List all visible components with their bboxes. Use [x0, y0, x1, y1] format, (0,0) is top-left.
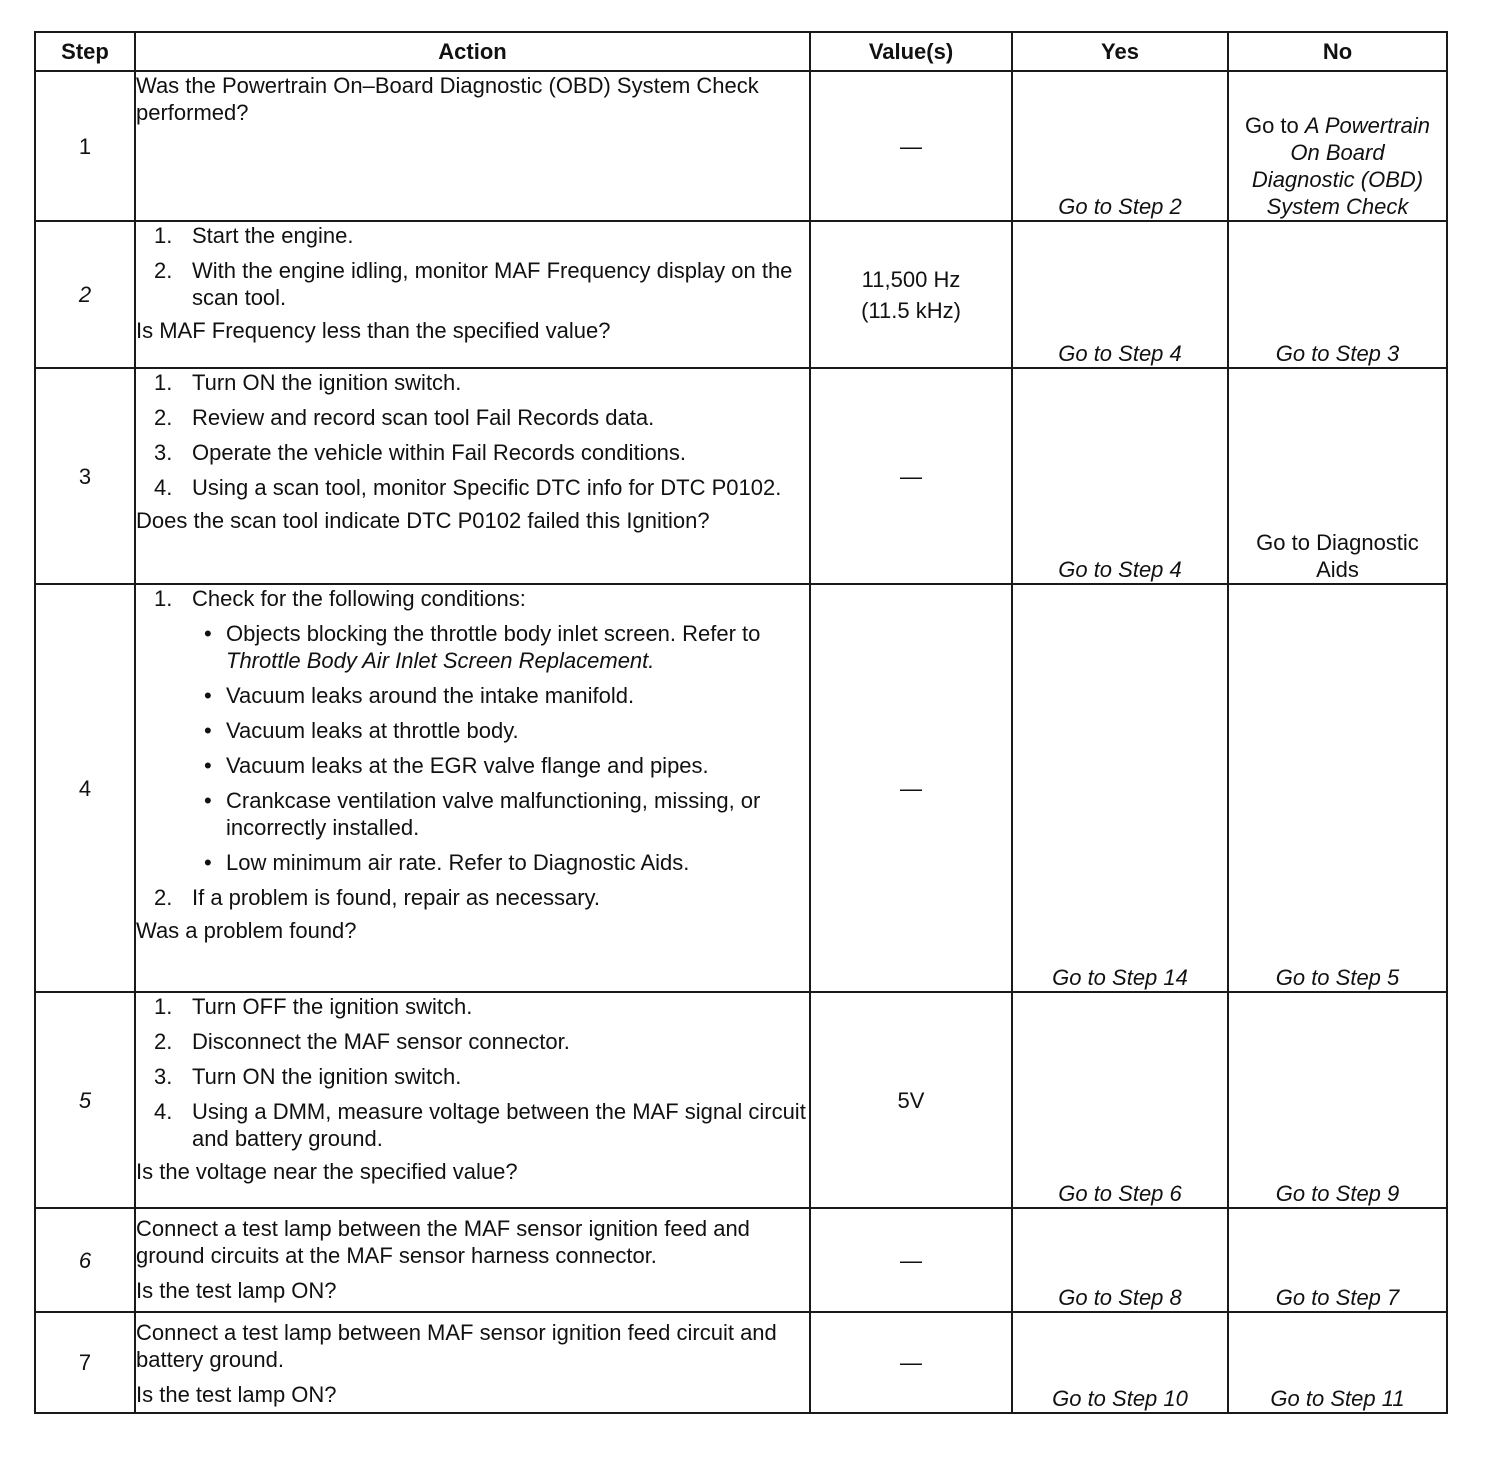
header-values: Value(s) — [810, 32, 1012, 71]
action-text: Was the Powertrain On–Board Diagnostic (OBD) System Check performed? — [136, 73, 759, 125]
list-item: 3. Turn ON the ignition switch. — [154, 1064, 462, 1089]
value-cell: — — [810, 71, 1012, 221]
action-question: Is the test lamp ON? — [136, 1278, 337, 1303]
no-italic-ref: A Powertrain On Board Diagnostic (OBD) System Check — [1251, 113, 1431, 219]
yes-cell: Go to Step 6 — [1012, 992, 1228, 1208]
action-cell — [135, 584, 810, 992]
list-item: • Low minimum air rate. Refer to Diagnostic Aids. — [204, 850, 690, 875]
action-question: Is the voltage near the specified value? — [136, 1159, 518, 1184]
value-line: (11.5 kHz) — [861, 297, 961, 323]
step-number: 5 — [35, 992, 135, 1208]
action-question: Was a problem found? — [136, 918, 357, 943]
yes-cell: Go to Step 14 — [1012, 584, 1228, 992]
action-cell — [135, 368, 810, 584]
list-item: 2. Disconnect the MAF sensor connector. — [154, 1029, 570, 1054]
yes-cell: Go to Step 2 — [1012, 71, 1228, 221]
list-item: • Objects blocking the throttle body inlet screen. Refer to Throttle Body Air Inlet Screen Replacement. — [204, 621, 761, 673]
header-row — [35, 32, 1447, 71]
list-item: • Vacuum leaks at the EGR valve flange and pipes. — [204, 753, 709, 778]
list-item: • Vacuum leaks at throttle body. — [204, 718, 519, 743]
list-item: 1. Turn OFF the ignition switch. — [154, 994, 473, 1019]
yes-cell: Go to Step 8 — [1012, 1208, 1228, 1312]
diagnostic-table — [34, 31, 1448, 1414]
value-line: 11,500 Hz — [861, 266, 961, 292]
step-number: 4 — [35, 584, 135, 992]
action-question: Is MAF Frequency less than the specified value? — [136, 318, 611, 343]
list-item: 4. Using a scan tool, monitor Specific DTC info for DTC P0102. — [154, 475, 782, 500]
value-cell: — — [810, 1312, 1012, 1413]
table-row — [35, 221, 1447, 368]
action-cell — [135, 221, 810, 368]
action-cell — [135, 992, 810, 1208]
step-number: 6 — [35, 1208, 135, 1312]
value-cell: — — [810, 1208, 1012, 1312]
action-text: Connect a test lamp between MAF sensor ignition feed circuit and battery ground. — [136, 1320, 777, 1372]
list-item: 3. Operate the vehicle within Fail Records conditions. — [154, 440, 687, 465]
step-number: 1 — [35, 71, 135, 221]
table-row — [35, 1312, 1447, 1413]
action-cell — [135, 1208, 810, 1312]
value-cell: — — [810, 368, 1012, 584]
action-list — [136, 369, 809, 501]
action-list — [136, 585, 809, 911]
action-question: Does the scan tool indicate DTC P0102 failed this Ignition? — [136, 508, 710, 533]
no-cell — [1228, 71, 1447, 221]
table-row — [35, 584, 1447, 992]
table-row — [35, 1208, 1447, 1312]
list-item: 2. Review and record scan tool Fail Records data. — [154, 405, 655, 430]
no-cell: Go to Step 9 — [1228, 992, 1447, 1208]
action-question: Is the test lamp ON? — [136, 1382, 337, 1407]
no-cell: Go to Diagnostic Aids — [1228, 368, 1447, 584]
value-cell — [810, 221, 1012, 368]
no-cell: Go to Step 7 — [1228, 1208, 1447, 1312]
no-cell: Go to Step 11 — [1228, 1312, 1447, 1413]
no-cell: Go to Step 5 — [1228, 584, 1447, 992]
header-yes: Yes — [1012, 32, 1228, 71]
list-item: 4. Using a DMM, measure voltage between the MAF signal circuit and battery ground. — [154, 1099, 806, 1151]
list-item: • Crankcase ventilation valve malfunctioning, missing, or incorrectly installed. — [204, 788, 761, 840]
list-item: 1. Check for the following conditions: • Objects blocking the throttle body inlet screen. Refer to Throttle Body Air Inlet Screen Replacement. • Vacuum leaks around the intake manifold. • Vacuum leaks at throttle body. • Vacuum leaks at the EGR valve flange and pipes. • Crankcase ventilation valve malfunctioning, missing, or incorrectly installed. • Low minimum air rate. Refer to Diagnostic Aids. — [136, 585, 809, 876]
header-step: Step — [35, 32, 135, 71]
table-row — [35, 368, 1447, 584]
list-item: • Vacuum leaks around the intake manifold. — [204, 683, 635, 708]
list-item: 1. Turn ON the ignition switch. — [154, 370, 462, 395]
table-row — [35, 992, 1447, 1208]
action-list — [136, 222, 809, 311]
yes-cell: Go to Step 4 — [1012, 368, 1228, 584]
step-number: 7 — [35, 1312, 135, 1413]
list-item: 2. With the engine idling, monitor MAF Frequency display on the scan tool. — [154, 258, 793, 310]
action-cell — [135, 1312, 810, 1413]
yes-cell: Go to Step 10 — [1012, 1312, 1228, 1413]
action-list — [136, 993, 809, 1152]
no-cell: Go to Step 3 — [1228, 221, 1447, 368]
list-item: 2. If a problem is found, repair as necessary. — [154, 885, 601, 910]
action-cell — [135, 71, 810, 221]
value-cell: — — [810, 584, 1012, 992]
step-number: 3 — [35, 368, 135, 584]
list-item: 1. Start the engine. — [154, 223, 354, 248]
yes-cell: Go to Step 4 — [1012, 221, 1228, 368]
header-no: No — [1228, 32, 1447, 71]
table-row — [35, 71, 1447, 221]
value-cell: 5V — [810, 992, 1012, 1208]
condition-list — [192, 620, 809, 876]
step-number: 2 — [35, 221, 135, 368]
header-action: Action — [135, 32, 810, 71]
action-text: Connect a test lamp between the MAF sensor ignition feed and ground circuits at the MAF sensor harness connector. — [136, 1216, 750, 1268]
no-prefix: Go to — [1244, 113, 1305, 138]
